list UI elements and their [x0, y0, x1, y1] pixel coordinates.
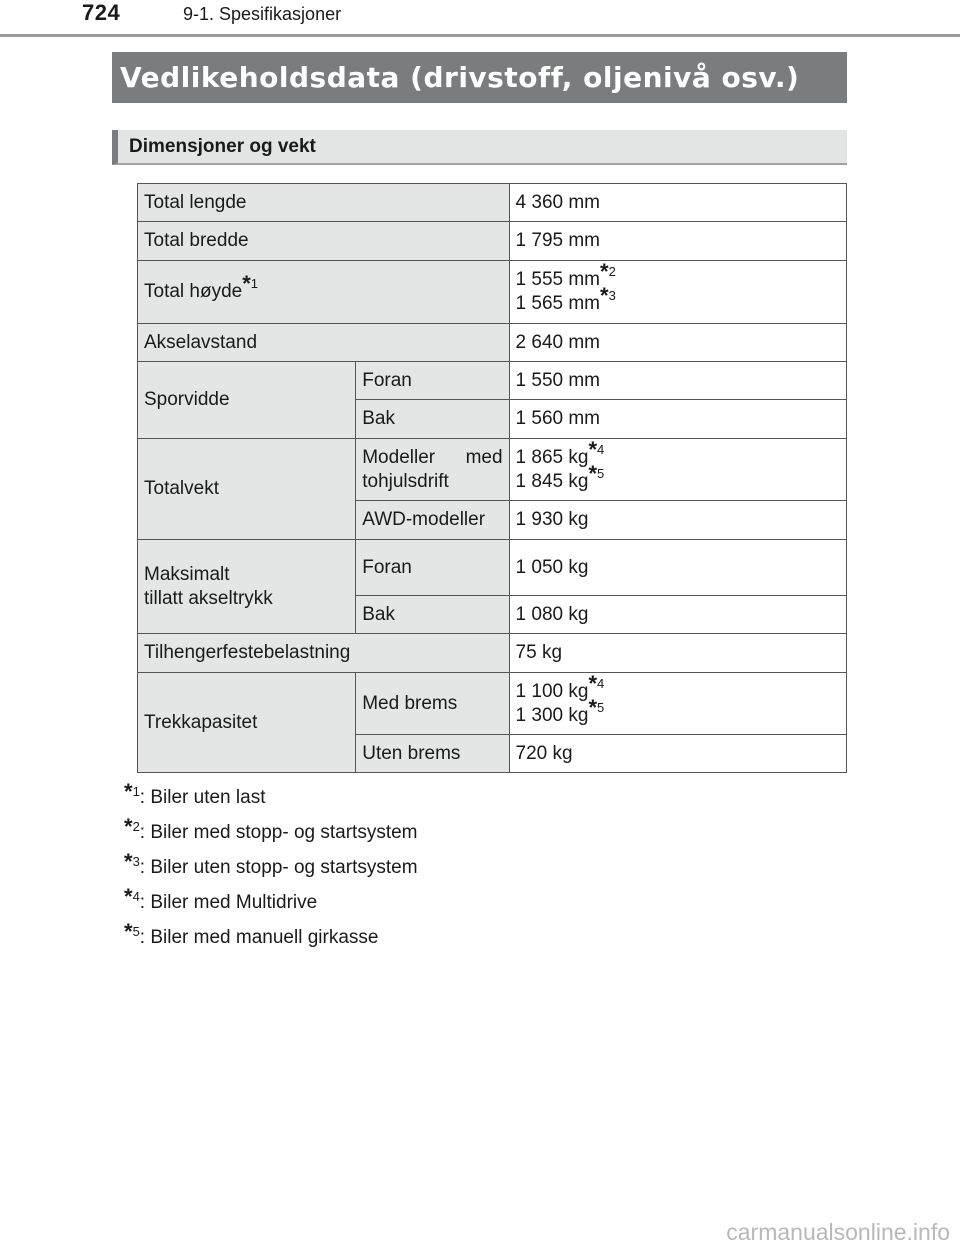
value-line: [515, 670, 840, 704]
footnote-ref: 4: [597, 441, 605, 457]
footnote-number: 2: [132, 819, 140, 834]
footnote-text: : Biler uten stopp- og startsystem: [139, 857, 418, 878]
footnote-asterisk: *: [588, 436, 597, 462]
section-heading: Dimensjoner og vekt: [129, 135, 316, 157]
footnote-asterisk: *: [124, 779, 133, 804]
total-width-value: 1 795 mm: [509, 222, 846, 261]
unbraked-value: 720 kg: [509, 735, 846, 773]
page-number: 724: [82, 0, 121, 25]
axle-load-label-line2: tillatt akseltrykk: [144, 587, 273, 609]
total-height-values: [509, 261, 846, 324]
footnote-text: : Biler med stopp- og startsystem: [139, 822, 418, 843]
footnote-ref: 4: [597, 675, 605, 691]
total-height-value-1: 1 555 mm: [515, 269, 601, 290]
total-height-label-cell: [138, 261, 510, 324]
footnote-ref: 2: [608, 264, 616, 279]
footnote-asterisk: *: [124, 814, 133, 839]
twowheel-label-line2: tohjulsdrift: [362, 470, 449, 492]
table-row: [138, 540, 847, 596]
twowheel-weight-value-1: 1 865 kg: [515, 446, 589, 468]
value-line: [515, 460, 840, 494]
trailer-ball-label: Tilhengerfestebelastning: [138, 634, 510, 673]
footnote-number: 3: [132, 854, 140, 869]
table-row: [138, 362, 847, 400]
braked-value-2: 1 300 kg: [515, 704, 589, 726]
braked-values: [509, 670, 846, 735]
total-height-value-2: 1 565 mm: [515, 293, 601, 314]
track-front-value: 1 550 mm: [509, 362, 846, 400]
footnote: [124, 779, 418, 819]
footnote: [124, 849, 418, 889]
table-row: [138, 439, 847, 501]
footnote-asterisk: *: [600, 283, 609, 308]
footnote: [124, 919, 418, 959]
total-length-value: 4 360 mm: [509, 184, 846, 222]
footnote-number: 5: [132, 924, 140, 939]
footnote-asterisk: *: [588, 460, 597, 486]
unbraked-label: Uten brems: [356, 735, 509, 773]
dimensions-weight-table: [137, 183, 847, 773]
footnote-ref: 1: [250, 276, 259, 291]
total-height-label: Total høyde: [144, 281, 243, 302]
footnote: [124, 814, 418, 854]
axle-load-rear-label: Bak: [356, 596, 509, 634]
section-reference: 9-1. Spesifikasjoner: [183, 4, 342, 24]
footnote-ref: 5: [597, 465, 605, 481]
trailer-ball-value: 75 kg: [509, 634, 846, 673]
axle-load-label-line1: Maksimalt: [144, 563, 230, 585]
value-line: [515, 283, 840, 316]
table-row: [138, 634, 847, 673]
footnote-asterisk: *: [600, 259, 609, 284]
axle-load-label: [138, 540, 356, 634]
awd-label: AWD-modeller: [356, 501, 509, 540]
footnote-number: 1: [132, 784, 140, 799]
twowheel-label-cell: [356, 439, 509, 501]
footnote-asterisk: *: [124, 849, 133, 874]
track-front-label: Foran: [356, 362, 509, 400]
footnotes: [124, 779, 418, 959]
table-row: [138, 222, 847, 261]
footnote-ref: 5: [597, 699, 605, 715]
footnote-asterisk: *: [124, 919, 133, 944]
twowheel-weight-values: [509, 436, 846, 501]
value-line: [515, 694, 840, 728]
axle-load-front-label: Foran: [356, 540, 509, 596]
total-width-label: Total bredde: [138, 222, 510, 261]
track-rear-label: Bak: [356, 400, 509, 439]
footnote-asterisk: *: [588, 694, 597, 720]
watermark: carmanualsonline.info: [726, 1219, 950, 1245]
wheelbase-value: 2 640 mm: [509, 324, 846, 362]
page-title-bar: [112, 52, 847, 103]
braked-label: Med brems: [356, 673, 509, 735]
footnote-text: : Biler med Multidrive: [139, 892, 318, 913]
section-heading-bar: [112, 130, 847, 165]
footnote-text: : Biler uten last: [139, 787, 266, 808]
footnote-number: 4: [132, 889, 140, 904]
footnote-asterisk: *: [588, 670, 597, 696]
footnote: [124, 884, 418, 924]
total-weight-label: Totalvekt: [138, 439, 356, 540]
track-rear-value: 1 560 mm: [509, 400, 846, 439]
table-row: [138, 184, 847, 222]
footnote-ref: 3: [608, 288, 616, 303]
table-row: [138, 673, 847, 735]
value-line: [515, 259, 840, 292]
total-length-label: Total lengde: [138, 184, 510, 222]
page-title: Vedlikeholdsdata (drivstoff, oljenivå osv.): [120, 61, 800, 94]
axle-load-front-value: 1 050 kg: [509, 540, 846, 596]
footnote-asterisk: *: [124, 884, 133, 909]
awd-weight-value: 1 930 kg: [509, 501, 846, 540]
table-row: [138, 324, 847, 362]
footnote-asterisk: *: [242, 271, 251, 296]
table-row: [138, 261, 847, 324]
braked-value-1: 1 100 kg: [515, 680, 589, 702]
header-divider: [0, 34, 960, 37]
wheelbase-label: Akselavstand: [138, 324, 510, 362]
value-line: [515, 436, 840, 470]
axle-load-rear-value: 1 080 kg: [509, 596, 846, 634]
twowheel-weight-value-2: 1 845 kg: [515, 470, 589, 492]
footnote-text: : Biler med manuell girkasse: [139, 927, 379, 948]
twowheel-label-line1: Modeller med: [362, 446, 503, 468]
track-label: Sporvidde: [138, 362, 356, 439]
towing-label: Trekkapasitet: [138, 673, 356, 773]
